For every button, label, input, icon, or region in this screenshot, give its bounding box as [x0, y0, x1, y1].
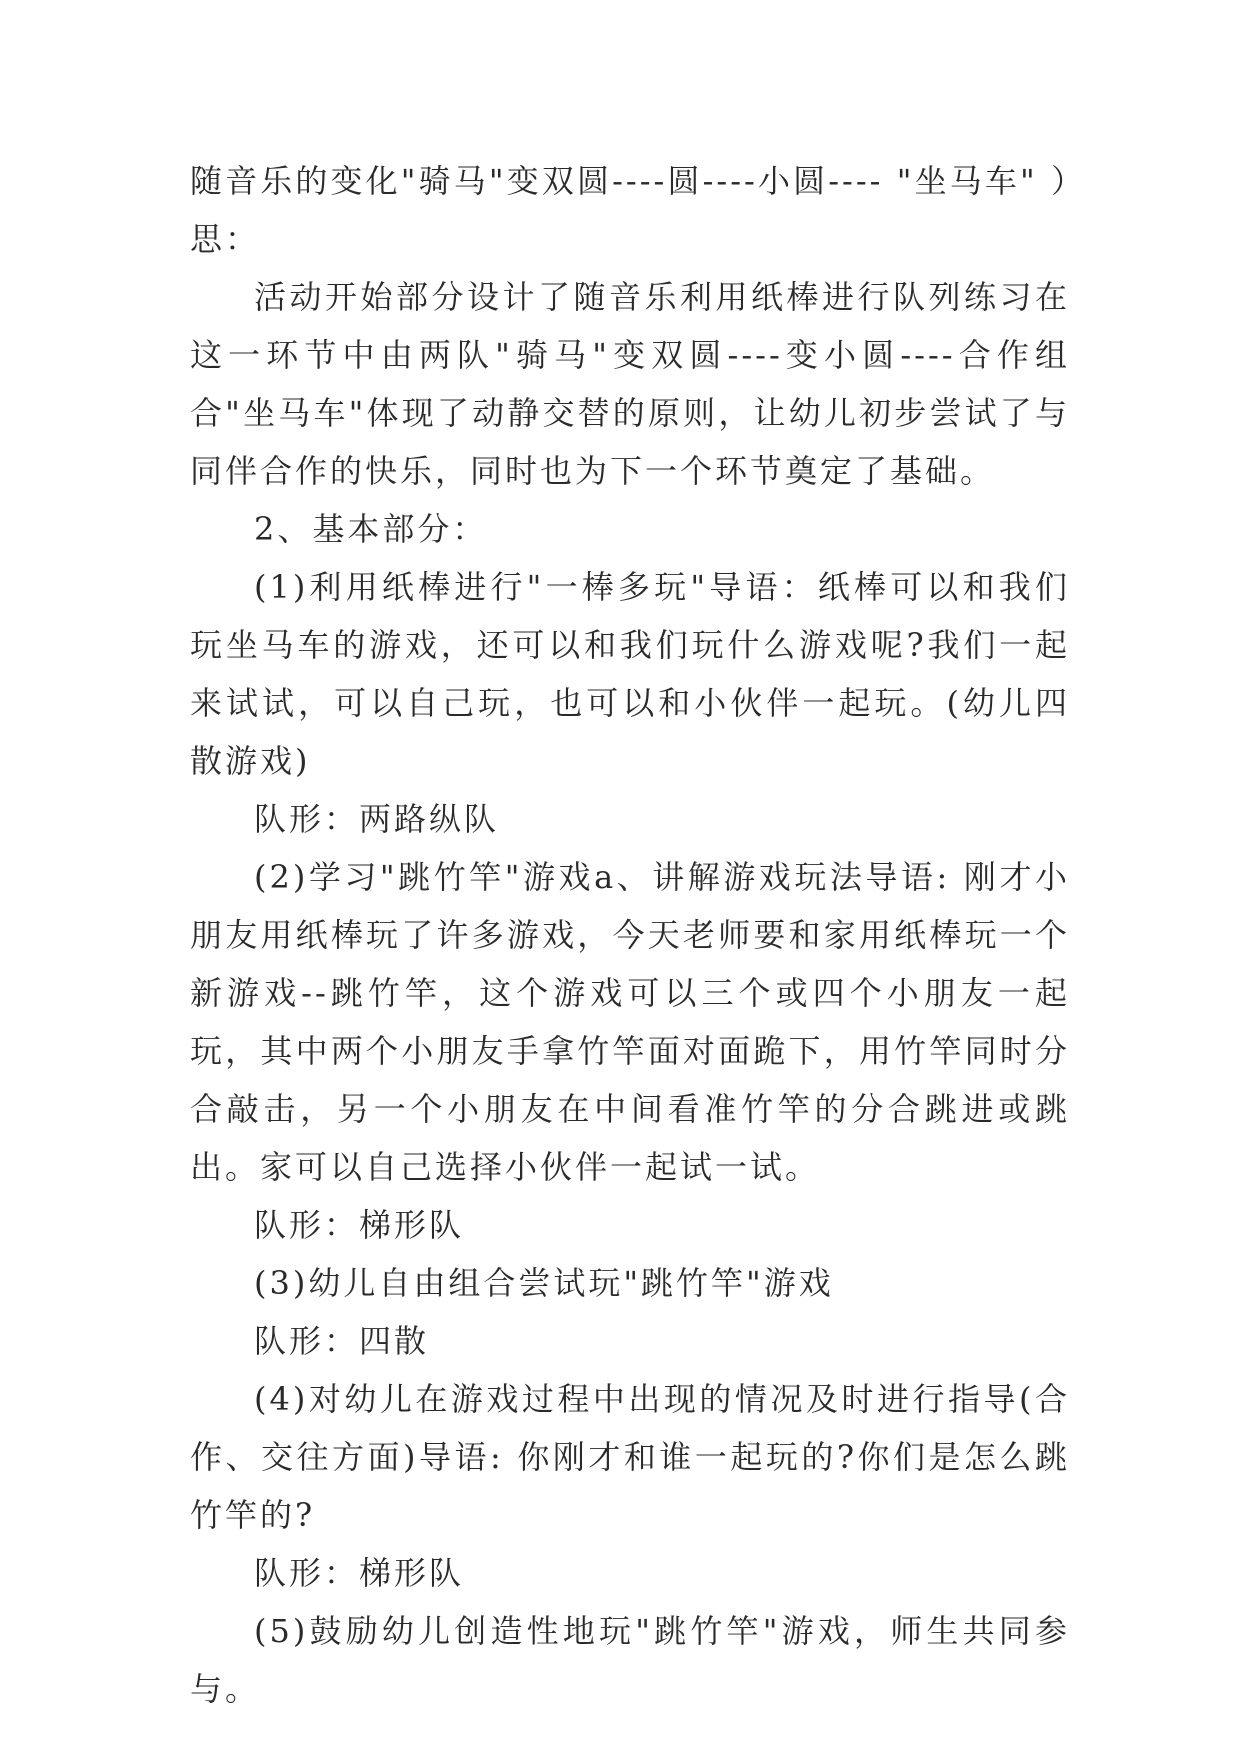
formation-4: 队形：梯形队 — [254, 1554, 465, 1592]
formation-1: 队形：两路纵队 — [254, 800, 500, 838]
paragraph-step-4: (4)对幼儿在游戏过程中出现的情况及时进行指导(合作、交往方面)导语: 你刚才和谁一起玩的?你们是怎么跳竹竿的? — [190, 1380, 1070, 1534]
paragraph-step-2: (2)学习"跳竹竿"游戏a、讲解游戏玩法导语: 刚才小朋友用纸棒玩了许多游戏，今天老师要和家用纸棒玩一个新游戏--跳竹竿，这个游戏可以三个或四个小朋友一起玩，其中两个小朋友手拿竹竿面对面跪下，用竹竿同时分合敲击，另一个小朋友在中间看准竹竿的分合跳进或跳出。家可以自己选择小伙伴一起试一试。 — [190, 858, 1070, 1186]
formation-3: 队形：四散 — [254, 1322, 430, 1360]
paragraph-step-3: (3)幼儿自由组合尝试玩"跳竹竿"游戏 — [254, 1264, 834, 1302]
paragraph-step-5: (5)鼓励幼儿创造性地玩"跳竹竿"游戏，师生共同参与。 — [190, 1612, 1070, 1708]
formation-2: 队形：梯形队 — [254, 1206, 465, 1244]
section-heading-basic: 2、基本部分： — [254, 510, 488, 548]
document-body — [190, 152, 1070, 1718]
paragraph-2: 活动开始部分设计了随音乐利用纸棒进行队列练习在这一环节中由两队"骑马"变双圆----变小圆----合作组合"坐马车"体现了动静交替的原则，让幼儿初步尝试了与同伴合作的快乐，同时也为下一个环节奠定了基础。 — [190, 278, 1070, 490]
paragraph-step-1: (1)利用纸棒进行"一棒多玩"导语：纸棒可以和我们玩坐马车的游戏，还可以和我们玩什么游戏呢?我们一起来试试，可以自己玩，也可以和小伙伴一起玩。(幼儿四散游戏) — [190, 568, 1070, 780]
paragraph-1: 随音乐的变化"骑马"变双圆----圆----小圆---- "坐马车" ）思： — [190, 162, 1070, 258]
